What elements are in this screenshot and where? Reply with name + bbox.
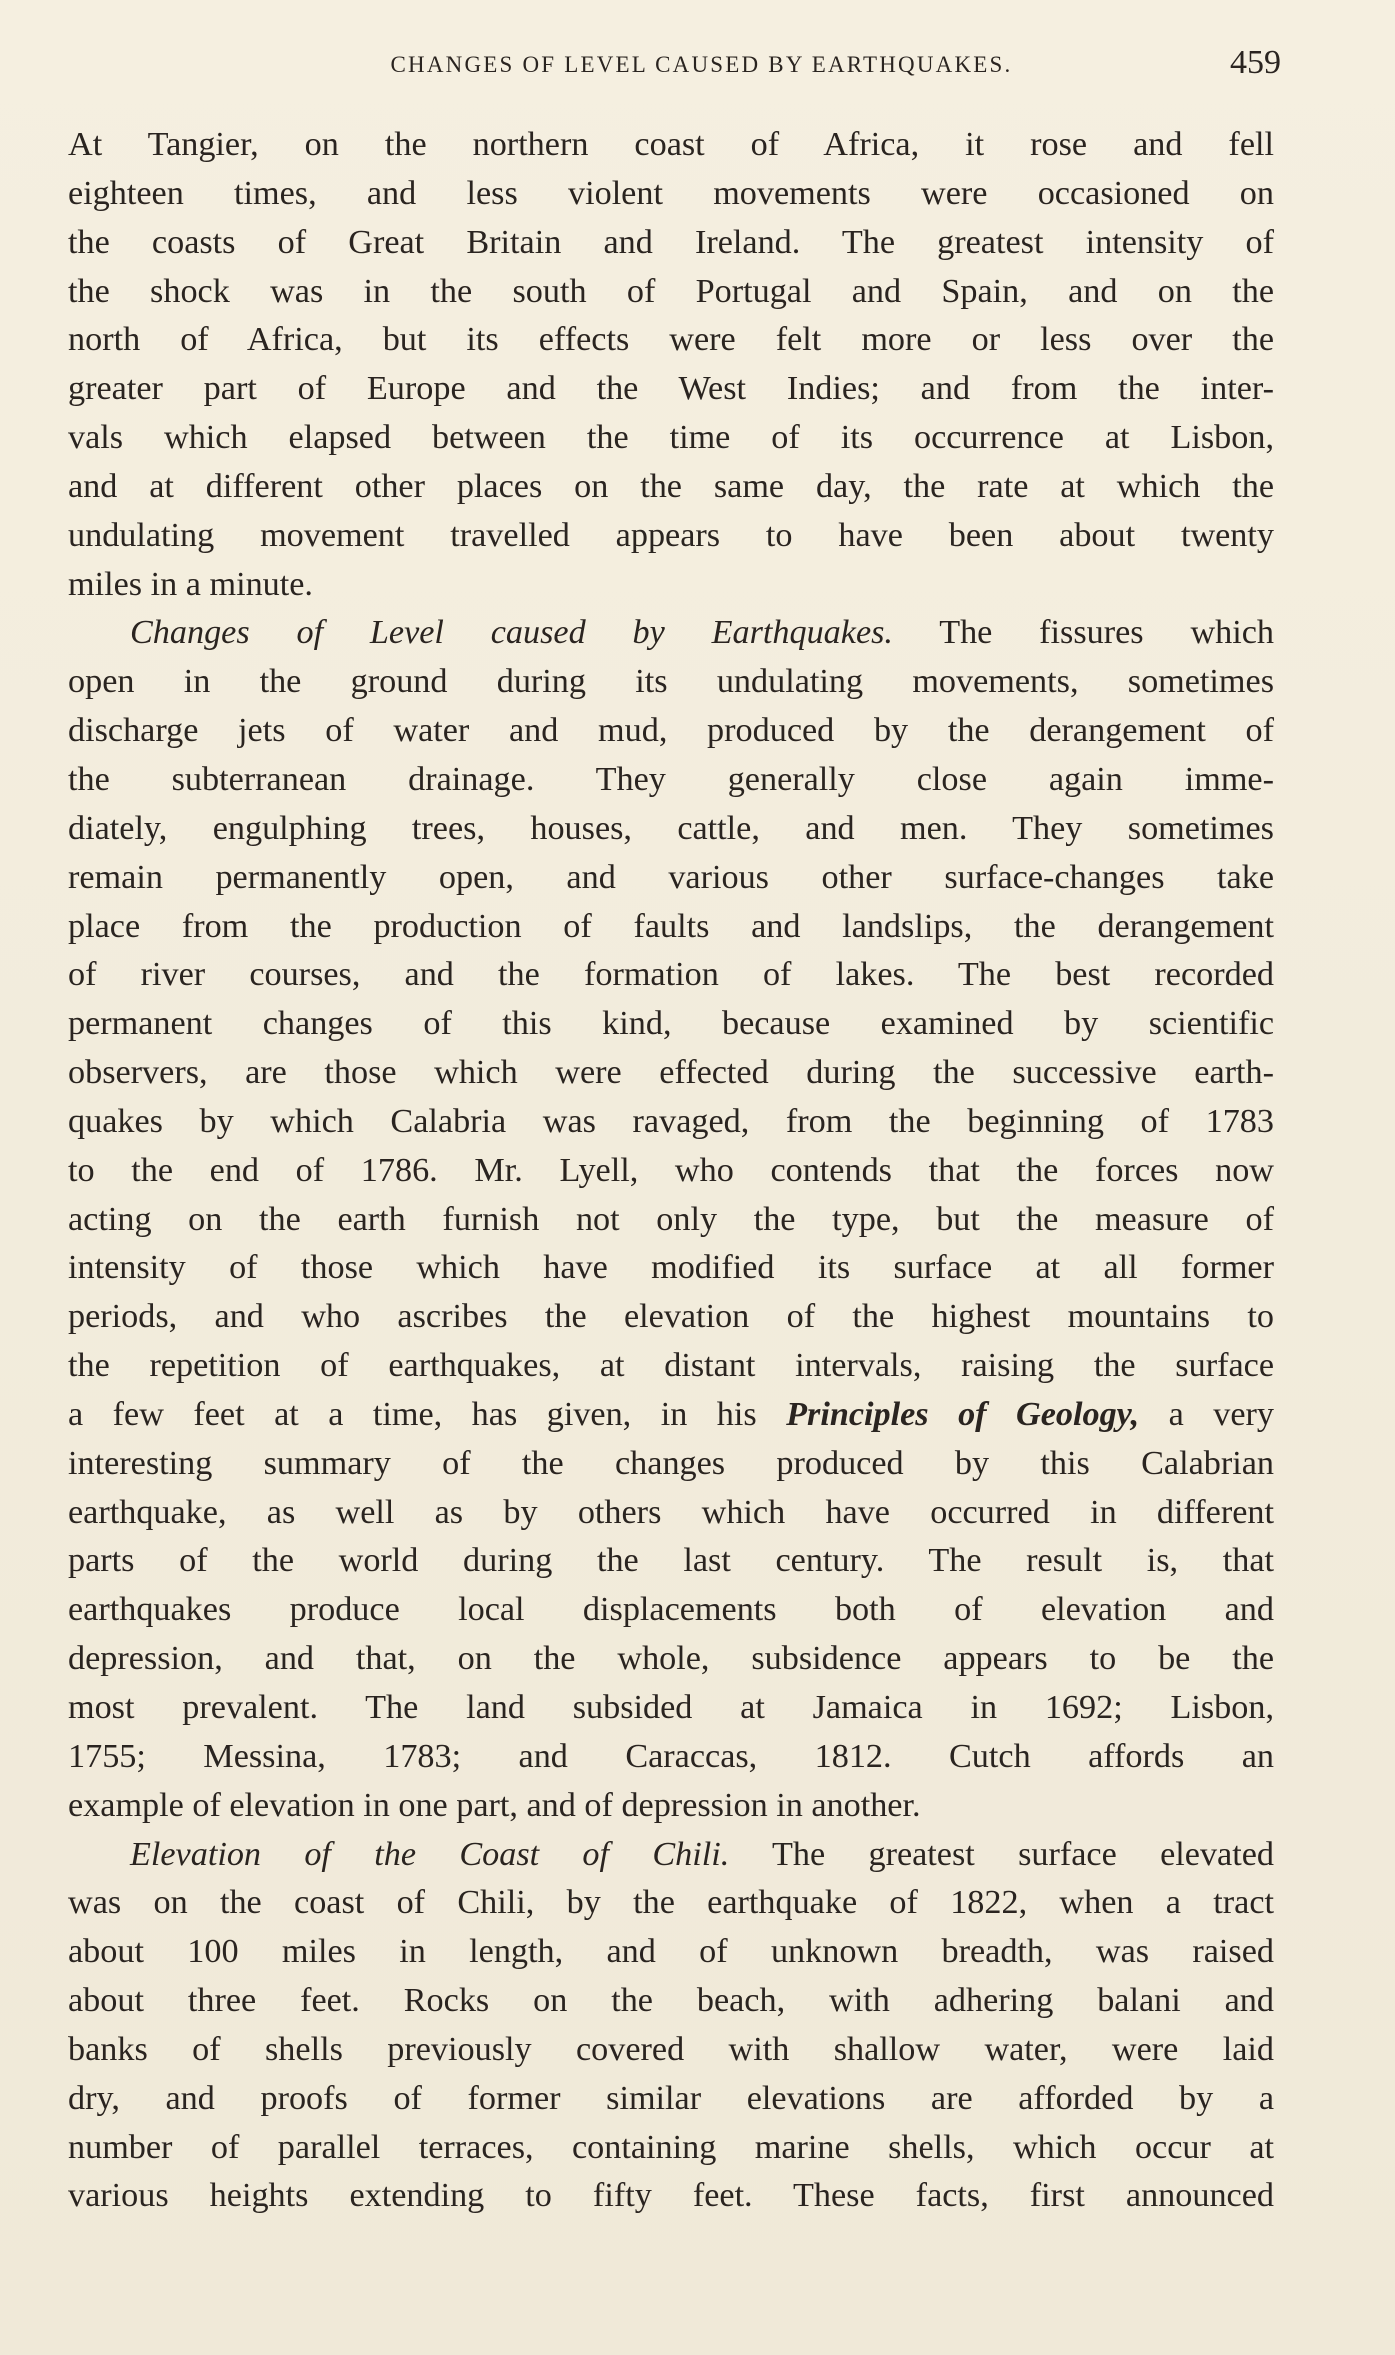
text-line: vals which elapsed between the time of its occurrence at Lisbon,	[68, 419, 1274, 457]
text-line: parts of the world during the last century. The result is, that	[68, 1542, 1274, 1580]
text-line: of river courses, and the formation of lakes. The best recorded	[68, 956, 1274, 994]
text-line: and at different other places on the same day, the rate at which the	[68, 467, 1274, 505]
paragraph-tangier	[68, 121, 1274, 609]
text-line: about three feet. Rocks on the beach, with adhering balani and	[68, 1982, 1274, 2020]
text-line: At Tangier, on the northern coast of Africa, it rose and fell	[68, 126, 1274, 163]
text-line: earthquake, as well as by others which have occurred in different	[68, 1493, 1274, 1531]
text-line: to the end of 1786. Mr. Lyell, who contends that the forces now	[68, 1151, 1274, 1189]
text-line: quakes by which Calabria was ravaged, from the beginning of 1783	[68, 1102, 1274, 1140]
text-line: the repetition of earthquakes, at distant intervals, raising the surface	[68, 1347, 1274, 1385]
text-line: about 100 miles in length, and of unknown breadth, was raised	[68, 1933, 1274, 1971]
text-line-first	[68, 1831, 1274, 1880]
text-line: observers, are those which were effected during the successive earth-	[68, 1054, 1274, 1092]
text-line: greater part of Europe and the West Indies; and from the inter-	[68, 370, 1274, 408]
text-line: example of elevation in one part, and of depression in another.	[68, 1786, 921, 1824]
text-run: a very	[1168, 1395, 1275, 1433]
running-title: CHANGES OF LEVEL CAUSED BY EARTHQUAKES.	[390, 52, 1013, 77]
text-line: most prevalent. The land subsided at Jamaica in 1692; Lisbon,	[68, 1689, 1274, 1726]
text-line: the subterranean drainage. They generally close again imme-	[68, 760, 1274, 798]
section-heading-elevation-chili: Elevation of the Coast of Chili.	[130, 1835, 730, 1873]
text-line: dry, and proofs of former similar elevations are afforded by a	[68, 2079, 1274, 2117]
text-line: permanent changes of this kind, because examined by scientific	[68, 1005, 1274, 1043]
text-line: 1755; Messina, 1783; and Caraccas, 1812. Cutch affords an	[68, 1737, 1274, 1775]
paragraph-elevation-chili	[68, 1831, 1274, 2222]
text-line: interesting summary of the changes produced by this Calabrian	[68, 1444, 1274, 1482]
text-run: The fissures which	[939, 614, 1274, 652]
text-line: number of parallel terraces, containing marine shells, which occur at	[68, 2128, 1274, 2166]
text-line: banks of shells previously covered with shallow water, were laid	[68, 2030, 1274, 2068]
body-text	[68, 121, 1274, 2221]
text-line: depression, and that, on the whole, subsidence appears to be the	[68, 1640, 1274, 1678]
text-line: diately, engulphing trees, houses, cattle, and men. They sometimes	[68, 809, 1274, 847]
cited-book-title: Principles of Geology,	[786, 1395, 1140, 1433]
text-line: various heights extending to fifty feet. These facts, first announced	[68, 2177, 1274, 2215]
text-line-with-citation	[68, 1391, 1274, 1440]
text-run: The greatest surface elevated	[772, 1835, 1274, 1873]
text-line: discharge jets of water and mud, produced by the derangement of	[68, 712, 1274, 750]
text-line: the shock was in the south of Portugal and Spain, and on the	[68, 272, 1274, 310]
text-line-first	[68, 609, 1274, 658]
text-line: remain permanently open, and various other surface-changes take	[68, 858, 1274, 896]
text-line: undulating movement travelled appears to have been about twenty	[68, 516, 1274, 554]
text-line: open in the ground during its undulating movements, sometimes	[68, 663, 1274, 701]
text-line: place from the production of faults and landslips, the derangement	[68, 907, 1274, 945]
text-line: miles in a minute.	[68, 565, 313, 603]
text-line: north of Africa, but its effects were felt more or less over the	[68, 321, 1274, 359]
text-line: earthquakes produce local displacements both of elevation and	[68, 1591, 1274, 1629]
paragraph-changes-of-level	[68, 609, 1274, 1830]
text-run: a few feet at a time, has given, in his	[68, 1395, 757, 1433]
text-line: intensity of those which have modified its surface at all former	[68, 1249, 1274, 1287]
running-head	[68, 44, 1281, 84]
text-line: acting on the earth furnish not only the type, but the measure of	[68, 1200, 1274, 1238]
text-line: eighteen times, and less violent movements were occasioned on	[68, 174, 1274, 212]
text-line: was on the coast of Chili, by the earthquake of 1822, when a tract	[68, 1884, 1274, 1922]
text-line: periods, and who ascribes the elevation of the highest mountains to	[68, 1298, 1274, 1336]
section-heading-changes-of-level: Changes of Level caused by Earthquakes.	[130, 614, 893, 652]
page-number: 459	[1230, 44, 1281, 81]
text-line: the coasts of Great Britain and Ireland. The greatest intensity of	[68, 223, 1274, 261]
